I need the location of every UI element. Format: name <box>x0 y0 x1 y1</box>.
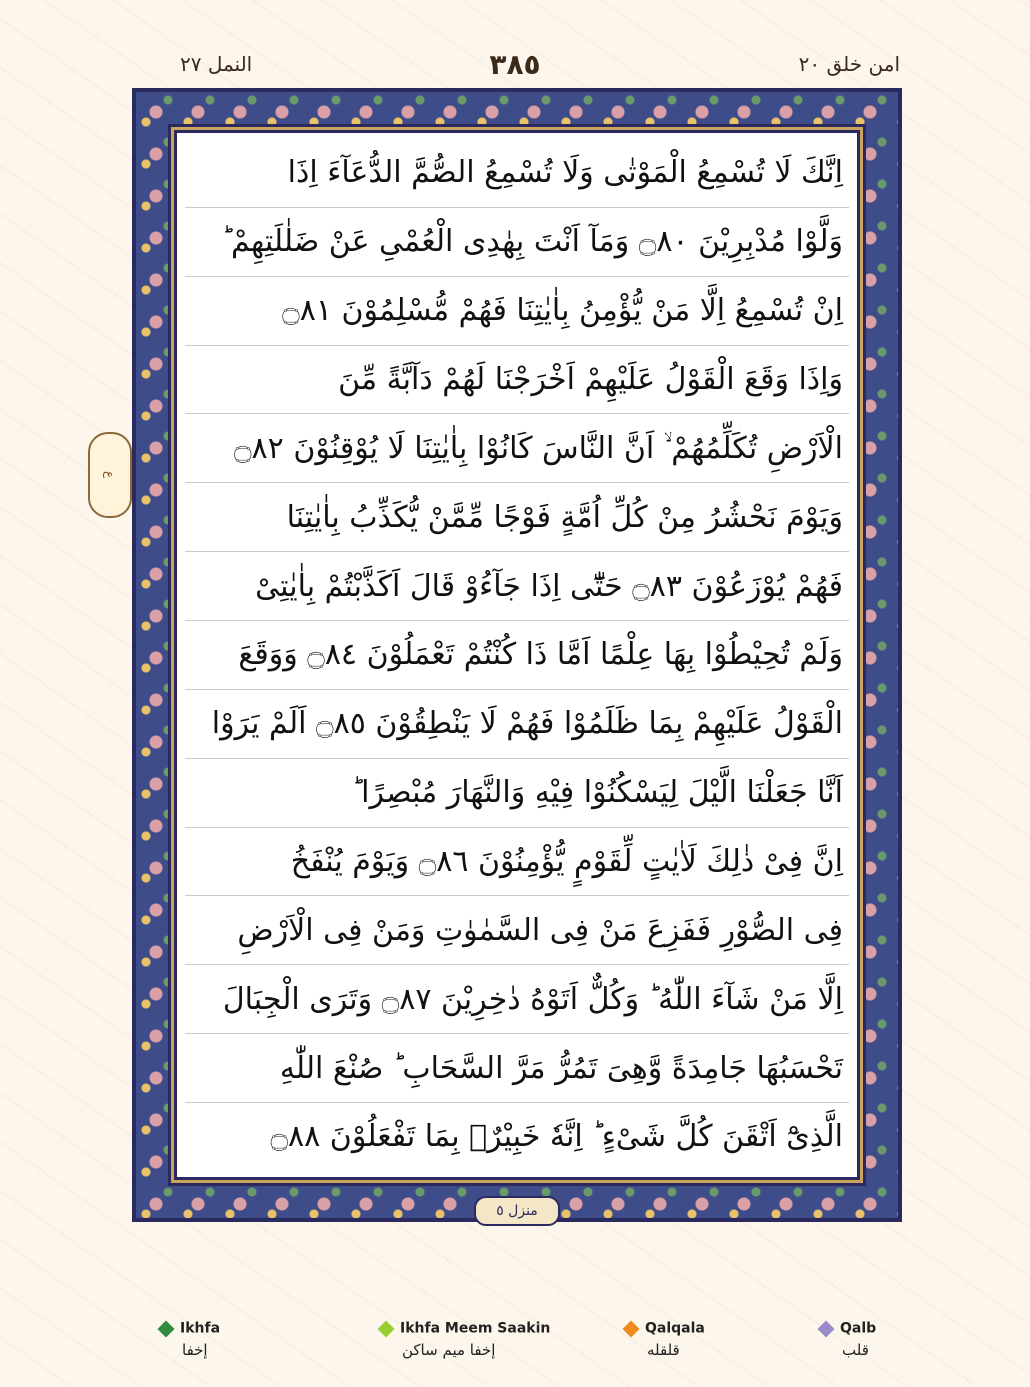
ruku-marker: ع <box>88 432 132 518</box>
verse-line <box>185 1034 849 1103</box>
verse-line <box>185 483 849 552</box>
verse-line-text: وَلَمْ تُحِيْطُوْا بِهَا عِلْمًا اَمَّا ذَا كُنْتُمْ تَعْمَلُوْنَ ۝٨٤ وَوَقَعَ <box>238 637 843 673</box>
verse-line <box>185 208 849 277</box>
verse-line-text: الْقَوْلُ عَلَيْهِمْ بِمَا ظَلَمُوْا فَهُمْ لَا يَنْطِقُوْنَ ۝٨٥ اَلَمْ يَرَوْا <box>211 706 843 742</box>
legend-label-en: Qalb <box>840 1320 877 1337</box>
legend-label-ar: قلقله <box>647 1341 680 1359</box>
verse-line <box>185 277 849 346</box>
verse-line <box>185 965 849 1034</box>
legend-item-ikhfa <box>160 1318 220 1359</box>
verse-line-text: اِلَّا مَنْ شَآءَ اللّٰهُ ؕ وَكُلٌّ اَتَوْهُ دٰخِرِيْنَ ۝٨٧ وَتَرَى الْجِبَالَ <box>222 981 843 1017</box>
qalb-diamond-icon <box>818 1320 835 1337</box>
verse-line <box>185 1103 849 1171</box>
verse-line-text: تَحْسَبُهَا جَامِدَةً وَّهِىَ تَمُرُّ مَرَّ السَّحَابِ ؕ صُنْعَ اللّٰهِ <box>279 1050 843 1086</box>
legend-item-ikhfa-meem-saakin <box>380 1318 550 1359</box>
ikhfa-meem-diamond-icon <box>378 1320 395 1337</box>
ikhfa-diamond-icon <box>158 1320 175 1337</box>
legend-label-ar: إخفا ميم ساكن <box>402 1341 496 1359</box>
page-header <box>0 48 1030 92</box>
verse-line-text: فَهُمْ يُوْزَعُوْنَ ۝٨٣ حَتّٰٓى اِذَا جَآءُوْ قَالَ اَكَذَّبْتُمْ بِاٰيٰتِىْ <box>255 568 843 604</box>
verse-line <box>185 414 849 483</box>
verse-line-text: اِنْ تُسْمِعُ اِلَّا مَنْ يُّؤْمِنُ بِاٰيٰتِنَا فَهُمْ مُّسْلِمُوْنَ ۝٨١ <box>282 293 843 329</box>
verse-line-text: اِنَّكَ لَا تُسْمِعُ الْمَوْتٰى وَلَا تُسْمِعُ الصُّمَّ الدُّعَآءَ اِذَا <box>287 155 843 191</box>
tajweed-legend <box>0 1318 1030 1378</box>
legend-label-en: Ikhfa <box>180 1320 221 1337</box>
verse-line-text: الَّذِىْٓ اَتْقَنَ كُلَّ شَىْءٍ ؕ اِنَّهٗ خَبِيْرٌۢ بِمَا تَفْعَلُوْنَ ۝٨٨ <box>270 1119 843 1155</box>
verse-line-text: اَنَّا جَعَلْنَا الَّيْلَ لِيَسْكُنُوْا فِيْهِ وَالنَّهَارَ مُبْصِرًا ؕ <box>351 775 843 811</box>
legend-label-en: Ikhfa Meem Saakin <box>400 1320 551 1337</box>
verse-line-text: وَاِذَا وَقَعَ الْقَوْلُ عَلَيْهِمْ اَخْرَجْنَا لَهُمْ دَآبَّةً مِّنَ <box>338 362 843 397</box>
surah-label: النمل ٢٧ <box>180 52 253 76</box>
legend-label-ar: إخفا <box>182 1341 208 1359</box>
text-panel <box>174 130 860 1180</box>
verse-line <box>185 552 849 621</box>
page-number: ٣٨٥ <box>489 48 541 81</box>
legend-item-qalb <box>820 1318 876 1359</box>
verse-line <box>185 139 849 208</box>
juz-label: امن خلق ٢٠ <box>798 52 900 76</box>
legend-label-en: Qalqala <box>645 1320 705 1337</box>
verse-line <box>185 759 849 828</box>
verse-lines <box>185 139 849 1171</box>
manzil-marker: منزل ٥ <box>474 1196 560 1226</box>
verse-line-text: وَيَوْمَ نَحْشُرُ مِنْ كُلِّ اُمَّةٍ فَوْجًا مِّمَّنْ يُّكَذِّبُ بِاٰيٰتِنَا <box>286 499 843 535</box>
verse-line-text: الْاَرْضِ تُكَلِّمُهُمْ ۙ اَنَّ النَّاسَ كَانُوْا بِاٰيٰتِنَا لَا يُوْقِنُوْنَ ۝٨٢ <box>233 430 843 466</box>
verse-line <box>185 690 849 759</box>
verse-line-text: وَلَّوْا مُدْبِرِيْنَ ۝٨٠ وَمَآ اَنْتَ بِهٰدِى الْعُمْىِ عَنْ ضَلٰلَتِهِمْ ؕ <box>221 224 843 260</box>
ornamental-border <box>132 88 902 1222</box>
verse-line <box>185 828 849 897</box>
qalqala-diamond-icon <box>623 1320 640 1337</box>
legend-item-qalqala <box>625 1318 705 1359</box>
verse-line-text: اِنَّ فِىْ ذٰلِكَ لَاٰيٰتٍ لِّقَوْمٍ يُّؤْمِنُوْنَ ۝٨٦ وَيَوْمَ يُنْفَخُ <box>290 844 843 880</box>
legend-label-ar: قلب <box>842 1341 869 1359</box>
verse-line-text: فِى الصُّوْرِ فَفَزِعَ مَنْ فِى السَّمٰوٰتِ وَمَنْ فِى الْاَرْضِ <box>237 912 843 948</box>
verse-line <box>185 346 849 415</box>
verse-line <box>185 621 849 690</box>
verse-line <box>185 896 849 965</box>
